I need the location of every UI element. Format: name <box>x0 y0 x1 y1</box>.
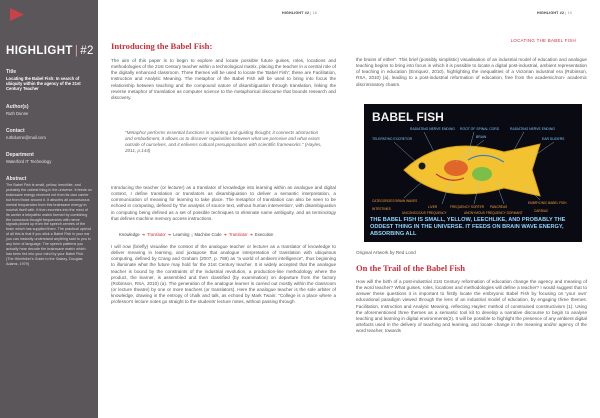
running-header-right <box>537 11 572 15</box>
contact-label: Contact <box>6 127 25 134</box>
paragraph-trail: How will the birth of a post-industrial 21st Century reformation of education change the agency and meaning of the word teacher? What guises, roles, locations and methodologies will define a teacher? I would suggest that to answer these questions it is important to firstly locate the embryonic Babel Fish by focusing on 'your own' educational paradigm viewed through the lens of an industrial model of education, by engaging three themes: Facilitation, Instruction and Analytic Meaning, reflecting Hayles' method of constrained constructivism (1). Using the aforementioned three themes as a semantic tool kit to develop a narrative discourse to begin to analyse teaching and learning in digital environments(2). It will be possible to highlight the presence of any ambient digital artefacts used in the delivery of teaching and learning, and locate change in the meaning and/or agency of the word teacher, towards <box>356 279 587 334</box>
journal-logo-icon <box>10 8 24 21</box>
svg-text:EAR SLIDERS: EAR SLIDERS <box>542 137 565 141</box>
arrow-right-icon: | <box>191 232 193 237</box>
department-block <box>6 152 92 164</box>
section-heading-trail: On the Trail of the Babel Fish <box>356 263 466 273</box>
svg-text:PANCREAS: PANCREAS <box>490 205 508 209</box>
babel-fish-illustration <box>364 104 582 242</box>
svg-text:ANONYMOUS FREQUENCY DORMANT: ANONYMOUS FREQUENCY DORMANT <box>464 211 523 215</box>
svg-text:INTESTINES: INTESTINES <box>372 207 391 211</box>
sidebar <box>0 0 98 418</box>
svg-text:TELEPATHIC EXCRETOR: TELEPATHIC EXCRETOR <box>372 137 413 141</box>
arrow-right-icon: ➜ <box>223 232 227 237</box>
contact-block <box>6 128 92 140</box>
section-heading-introducing: Introducing the Babel Fish: <box>111 41 213 51</box>
paragraph-translator: Introducing the teacher (or lecturer) as a translator of knowledge into learning within an analogue and digital context, I define translation or translators as disambiguation to deliver a semantic interpretation, a communication of meaning for learning to take place. The metaphor of translation can also be seen to be echoed in computing, defined by 'the analysis of source text, without human intervention', with disambiguation in computing being defined as a set of possible techniques to eliminate name ambiguity, and as terminology that defines machine memory access instructions. <box>111 185 336 221</box>
fish-eye-shape <box>419 163 426 170</box>
paragraph-continuation: the brains of either". This brief (possibly simplistic) visualisation of an industrial model of education and analogue teaching begins to bring into focus in which it is possible to locate a digital post-industrial, ambient representation of teaching in education (Enriquez, 2010), highlighting the inequalities of a Victorian industrial era (Robinson, RSA, 2010) (a), leading to a post-industrial reformation of education, free from the academic/non- academic discriminatory chasm. <box>356 57 587 87</box>
artwork-tagline-box <box>370 217 576 239</box>
running-header-right-label: HIGHLIGHT #2 <box>537 11 565 15</box>
paragraph-analogue-teacher: I will now (briefly) visualise the context of the analogue teacher or lecturer as a translator of knowledge to deliver meaning in learning, and juxtapose that analogue interpretation of translation with ubiquitous computing, defined by Crang and Graham (2007, p. 789) as "a world of ambient intelligence", thus beginning to illuminate what the future may hold for the 21st Century teacher. It is widely accepted that the analogue teacher is bound by the constraints of the industrial revolution, a production-line methodology where the product, the learner, is assembled and then classified (by examination) on departure from the factory (Robinson, RSA, 2010) (a). The generation of the analogue learner is carried out mostly within the classroom (or lecture theatre) by one or more teachers (or translators). Here the analogue teacher is the sole arbiter of knowledge, drawing in the entropy of chalk and talk, as echoed by Mark Twain: "College is a place where a professor's lecture notes go straight to the students' lecture notes, without passing through <box>111 244 336 305</box>
svg-text:ROOT OF SPINAL CORD: ROOT OF SPINAL CORD <box>460 127 500 131</box>
page-number-right: | 19 <box>565 11 573 15</box>
authors-label: Author(s) <box>6 103 29 110</box>
department-label: Department <box>6 152 34 159</box>
fish-organ-liver <box>472 167 492 181</box>
title-label: Title <box>6 69 17 75</box>
flow-item-execution: Execution <box>254 232 274 237</box>
arrow-right-icon: ➜ <box>167 232 172 237</box>
paragraph-intro: The aim of this paper is to begin to explore and locate possible future guises, roles, locations and methodologies of the 21st Century teacher within a technological matrix, placing the teacher in a central role of the digitally enhanced classroom. Three themes will be used to locate the 'Babel Fish'; these are Facilitation, Instruction and Analytic Meaning. The metaphor of the Babel Fish will be used to bring into focus the relationship between teaching and the compound nature of disambiguation through translation, linking the reverse metaphor of translation as computer science to the metaphorical discourse that bounds research and discovery. <box>111 58 336 100</box>
svg-text:LIVER: LIVER <box>428 205 438 209</box>
fish-organ-brain <box>444 160 468 176</box>
svg-text:RADIATING NERVE ENDING: RADIATING NERVE ENDING <box>410 127 455 131</box>
artwork-caption: Original Artwork by Red Lond <box>356 250 416 255</box>
abstract-text: The Babel Fish is small, yellow, leechlike, and probably the oddest thing in the universe. It feeds on brainwave energy received not from its own carrier but from those around it. It absorbs all unconscious mental frequencies from this brainwave energy to nourish itself with. It then excretes into the mind of its carrier a telepathic matrix formed by combining the conscious thought frequencies with nerve signals picked up from the speech centres of the brain which has supplied them. The practical upshot of all this is that if you stick a Babel Fish in your ear you can instantly understand anything said to you in any form of language. The speech patterns you actually hear decode the brainwave matrix which has been fed into your mind by your Babel Fish. (The Hitchhiker's Guide to the Galaxy, Douglas Adams, 1979) <box>6 183 92 266</box>
arrow-right-icon: ➜ <box>141 232 146 237</box>
artwork-title: BABEL FISH <box>372 110 444 124</box>
flow-item-knowledge: Knowledge <box>119 232 140 237</box>
authors-value: Ruth Dunne <box>6 110 29 116</box>
running-header-left-label: HIGHLIGHT #2 <box>282 11 310 15</box>
arrow-right-icon: ➜ <box>249 232 253 237</box>
flow-item-translator-2: Translator <box>228 232 248 237</box>
highlight-number: #2 <box>80 45 94 57</box>
svg-text:CARDIAC: CARDIAC <box>534 209 549 213</box>
highlight-heading: HIGHLIGHT | #2 <box>6 45 94 57</box>
svg-text:CATEGORIZES BRAIN WAVES: CATEGORIZES BRAIN WAVES <box>372 199 418 203</box>
flow-item-learning: Learning <box>173 232 190 237</box>
department-value: Waterford IT Technology <box>6 159 52 165</box>
authors-block <box>6 104 92 116</box>
section-tag: LOCATING THE BABEL FISH <box>510 38 576 43</box>
title-block <box>6 69 92 92</box>
svg-text:RADIATING NERVE ENDING: RADIATING NERVE ENDING <box>510 127 555 131</box>
running-header-left <box>282 11 317 15</box>
babel-fish-artwork <box>364 104 582 242</box>
svg-text:FREQUENCY SORTER: FREQUENCY SORTER <box>450 205 485 209</box>
block-quote: "Metaphor performs essential functions in orienting and guiding thought; it connects abstraction and embodiment, it allows us to discover regularities between what we perceive and what exists outside of ourselves, and it enlivens cultural presuppositions with scientific frameworks." (Hayles, 2011, p.144) <box>125 130 322 154</box>
highlight-label: HIGHLIGHT <box>6 45 73 57</box>
title-value: Locating the Babel Fish: In search of ubiquity within the agency of the 21st Century Teacher <box>6 76 81 92</box>
svg-text:BRAIN: BRAIN <box>476 135 487 139</box>
translation-flow-diagram <box>119 232 329 237</box>
svg-text:EMBRYONIC BABEL FISH: EMBRYONIC BABEL FISH <box>528 201 567 205</box>
abstract-block <box>6 176 92 266</box>
flow-item-translator: Translator <box>147 232 166 237</box>
contact-email-link[interactable]: ruthdunne@mail.com <box>6 134 46 140</box>
artwork-tagline: THE BABEL FISH IS SMALL, YELLOW, LEECHLIKE, AND PROBABLY THE ODDEST THING IN THE UNIVERSE. IT FEEDS ON BRAIN WAVE ENERGY, ABSORBING ALL <box>370 217 566 237</box>
abstract-label: Abstract <box>6 176 27 183</box>
flow-item-machine-code: Machine Code <box>194 232 222 237</box>
page-number-left: | 18 <box>310 11 318 15</box>
svg-text:UNCONSCIOUS FREQUENCY: UNCONSCIOUS FREQUENCY <box>402 211 447 215</box>
